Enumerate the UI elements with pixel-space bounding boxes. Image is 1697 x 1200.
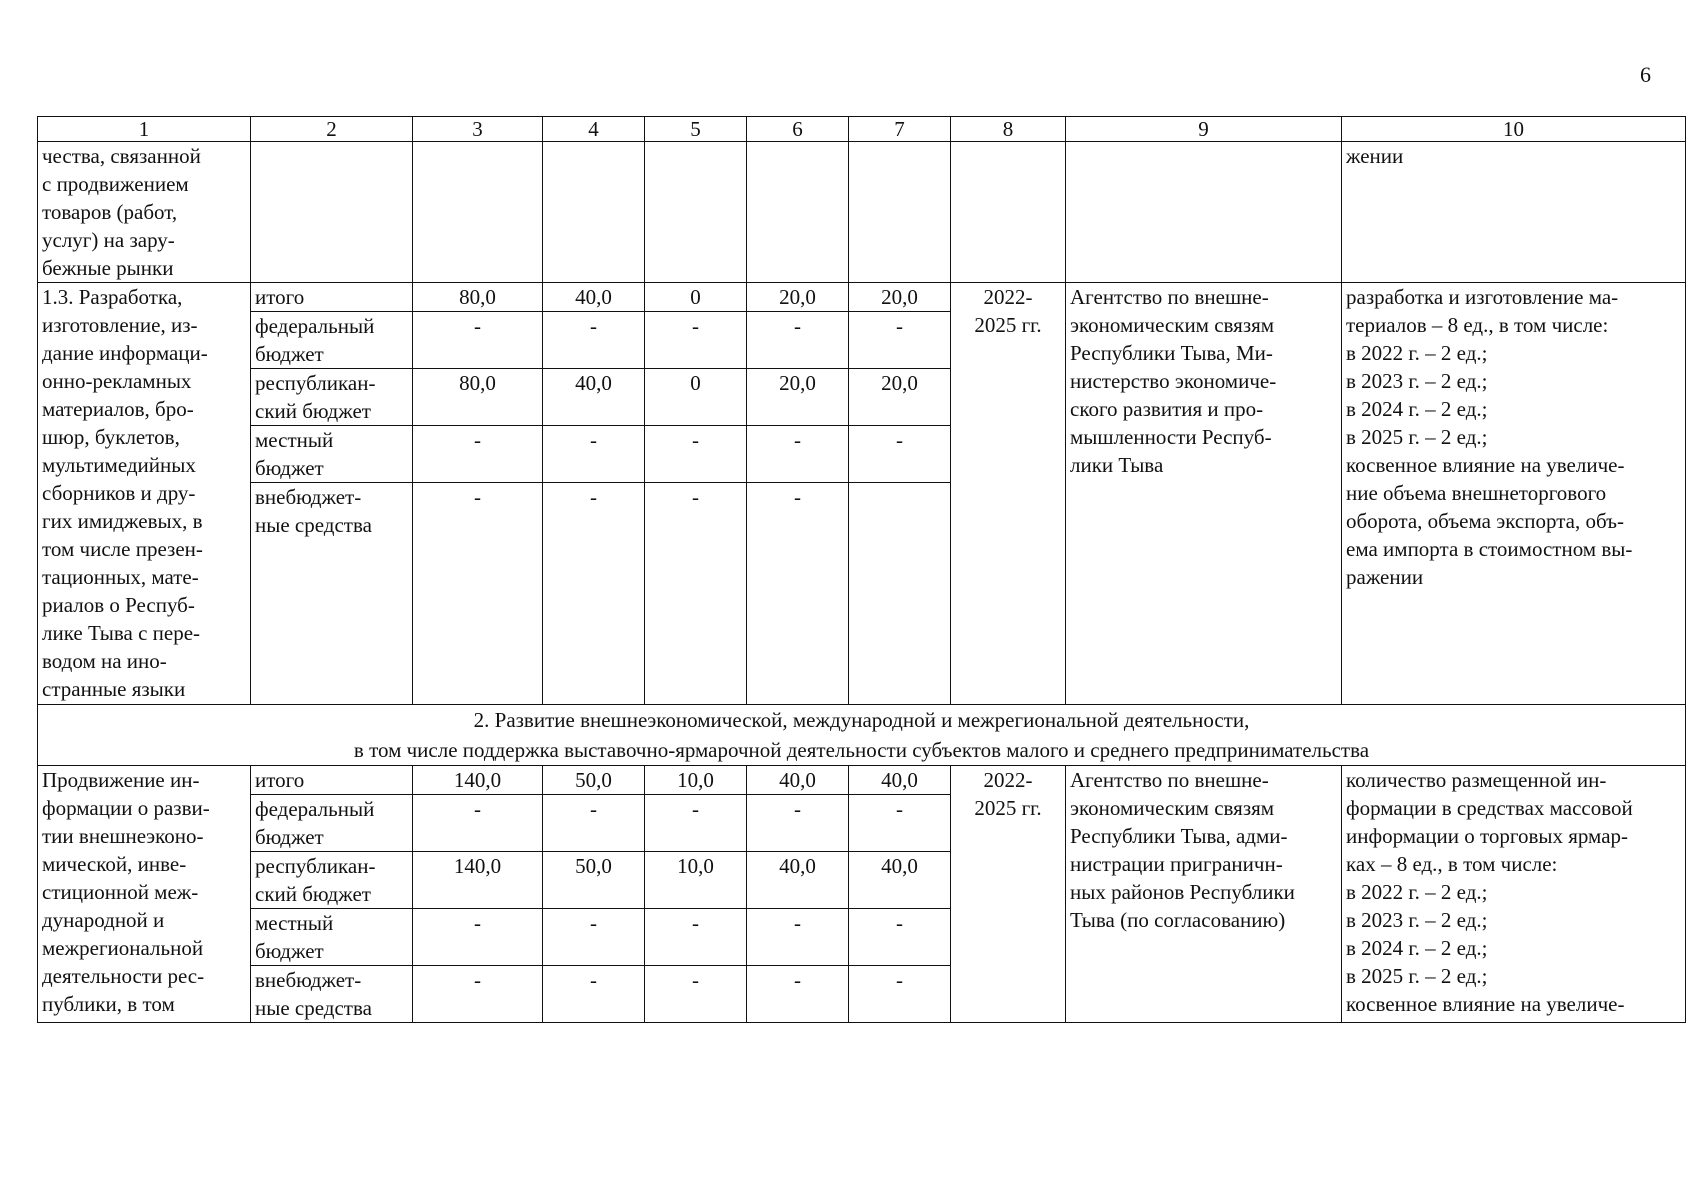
page-number: 6 xyxy=(1640,62,1651,87)
item-2-name: Продвижение ин- формации о разви- тии внешнеэконо- мической, инве- стиционной меж- дународной и межрегиональной деятельности рес- публики, в том xyxy=(38,766,251,1023)
value-cell: - xyxy=(543,312,645,369)
value-cell: 10,0 xyxy=(645,766,747,795)
value-cell: - xyxy=(747,795,849,852)
value-cell: - xyxy=(849,795,951,852)
program-table xyxy=(37,116,1686,1023)
value-cell: - xyxy=(413,483,543,705)
item-2-period: 2022- 2025 гг. xyxy=(951,766,1066,1023)
value-cell: - xyxy=(645,483,747,705)
value-cell: - xyxy=(849,312,951,369)
value-cell: - xyxy=(849,909,951,966)
funding-source: республикан- ский бюджет xyxy=(251,369,413,426)
column-number-header xyxy=(38,117,1686,142)
value-cell: 140,0 xyxy=(413,766,543,795)
value-cell: - xyxy=(747,909,849,966)
value-cell: - xyxy=(849,426,951,483)
value-cell: 40,0 xyxy=(543,283,645,312)
section-header-row xyxy=(38,705,1686,766)
value-cell: - xyxy=(645,909,747,966)
column-number: 4 xyxy=(543,117,645,142)
funding-source: федеральный бюджет xyxy=(251,312,413,369)
funding-source: итого xyxy=(251,283,413,312)
value-cell: 10,0 xyxy=(645,852,747,909)
value-cell: 20,0 xyxy=(849,369,951,426)
table-row xyxy=(38,283,1686,312)
value-cell: 50,0 xyxy=(543,766,645,795)
funding-source: внебюджет- ные средства xyxy=(251,483,413,705)
value-cell: 80,0 xyxy=(413,369,543,426)
value-cell: - xyxy=(747,426,849,483)
value-cell: - xyxy=(543,426,645,483)
value-cell: 40,0 xyxy=(543,369,645,426)
value-cell: 40,0 xyxy=(849,766,951,795)
value-cell: 50,0 xyxy=(543,852,645,909)
funding-source: республикан- ский бюджет xyxy=(251,852,413,909)
item-1-3-executor: Агентство по внешне- экономическим связям Республики Тыва, Ми- нистерство экономиче- ского развития и про- мышленности Респуб- лики Тыва xyxy=(1066,283,1342,705)
column-number: 3 xyxy=(413,117,543,142)
column-number: 2 xyxy=(251,117,413,142)
value-cell: 0 xyxy=(645,283,747,312)
value-cell: 20,0 xyxy=(849,283,951,312)
funding-source: внебюджет- ные средства xyxy=(251,966,413,1023)
value-cell: 40,0 xyxy=(747,852,849,909)
column-number: 6 xyxy=(747,117,849,142)
column-number: 5 xyxy=(645,117,747,142)
continued-item-name: чества, связанной с продвижением товаров (работ, услуг) на зару- бежные рынки xyxy=(38,142,251,283)
continued-item-result: жении xyxy=(1342,142,1686,283)
funding-source: итого xyxy=(251,766,413,795)
value-cell: - xyxy=(747,966,849,1023)
column-number: 10 xyxy=(1342,117,1686,142)
column-number: 1 xyxy=(38,117,251,142)
value-cell: 20,0 xyxy=(747,283,849,312)
value-cell: - xyxy=(645,312,747,369)
value-cell xyxy=(849,483,951,705)
value-cell: - xyxy=(413,795,543,852)
value-cell: - xyxy=(543,909,645,966)
value-cell: - xyxy=(543,966,645,1023)
funding-source: местный бюджет xyxy=(251,909,413,966)
value-cell: - xyxy=(543,795,645,852)
funding-source: федеральный бюджет xyxy=(251,795,413,852)
value-cell: - xyxy=(413,966,543,1023)
item-1-3-period: 2022- 2025 гг. xyxy=(951,283,1066,705)
funding-source: местный бюджет xyxy=(251,426,413,483)
value-cell: - xyxy=(747,483,849,705)
value-cell: - xyxy=(645,966,747,1023)
item-1-3-name: 1.3. Разработка, изготовление, из- дание информаци- онно-рекламных материалов, бро- шюр, буклетов, мультимедийных сборников и дру- гих имиджевых, в том числе презен- тационных, мате- риалов о Респуб- лике Тыва с пере- водом на ино- странные языки xyxy=(38,283,251,705)
item-2-executor: Агентство по внешне- экономическим связям Республики Тыва, адми- нистрации приграничн- ных районов Республики Тыва (по согласованию) xyxy=(1066,766,1342,1023)
value-cell: - xyxy=(645,426,747,483)
column-number: 7 xyxy=(849,117,951,142)
section-2-title: 2. Развитие внешнеэкономической, международной и межрегиональной деятельности, в том числе поддержка выставочно-ярмарочной деятельности субъектов малого и среднего предпринимательства xyxy=(38,705,1686,766)
value-cell: 40,0 xyxy=(747,766,849,795)
column-number: 9 xyxy=(1066,117,1342,142)
value-cell: - xyxy=(645,795,747,852)
value-cell: - xyxy=(849,966,951,1023)
value-cell: 20,0 xyxy=(747,369,849,426)
value-cell: 0 xyxy=(645,369,747,426)
column-number: 8 xyxy=(951,117,1066,142)
item-2-result: количество размещенной ин- формации в средствах массовой информации о торговых ярмар- ках – 8 ед., в том числе: в 2022 г. – 2 ед.; в 2023 г. – 2 ед.; в 2024 г. – 2 ед.; в 2025 г. – 2 ед.; косвенное влияние на увеличе- xyxy=(1342,766,1686,1023)
table-row xyxy=(38,766,1686,795)
value-cell: 140,0 xyxy=(413,852,543,909)
value-cell: - xyxy=(413,312,543,369)
value-cell: 80,0 xyxy=(413,283,543,312)
continued-row xyxy=(38,142,1686,283)
value-cell: - xyxy=(413,426,543,483)
value-cell: - xyxy=(413,909,543,966)
value-cell: 40,0 xyxy=(849,852,951,909)
item-1-3-result: разработка и изготовление ма- териалов – 8 ед., в том числе: в 2022 г. – 2 ед.; в 2023 г. – 2 ед.; в 2024 г. – 2 ед.; в 2025 г. – 2 ед.; косвенное влияние на увеличе- ние объема внешнеторгового оборота, объема экспорта, объ- ема импорта в стоимостном вы- ражении xyxy=(1342,283,1686,705)
value-cell: - xyxy=(543,483,645,705)
value-cell: - xyxy=(747,312,849,369)
